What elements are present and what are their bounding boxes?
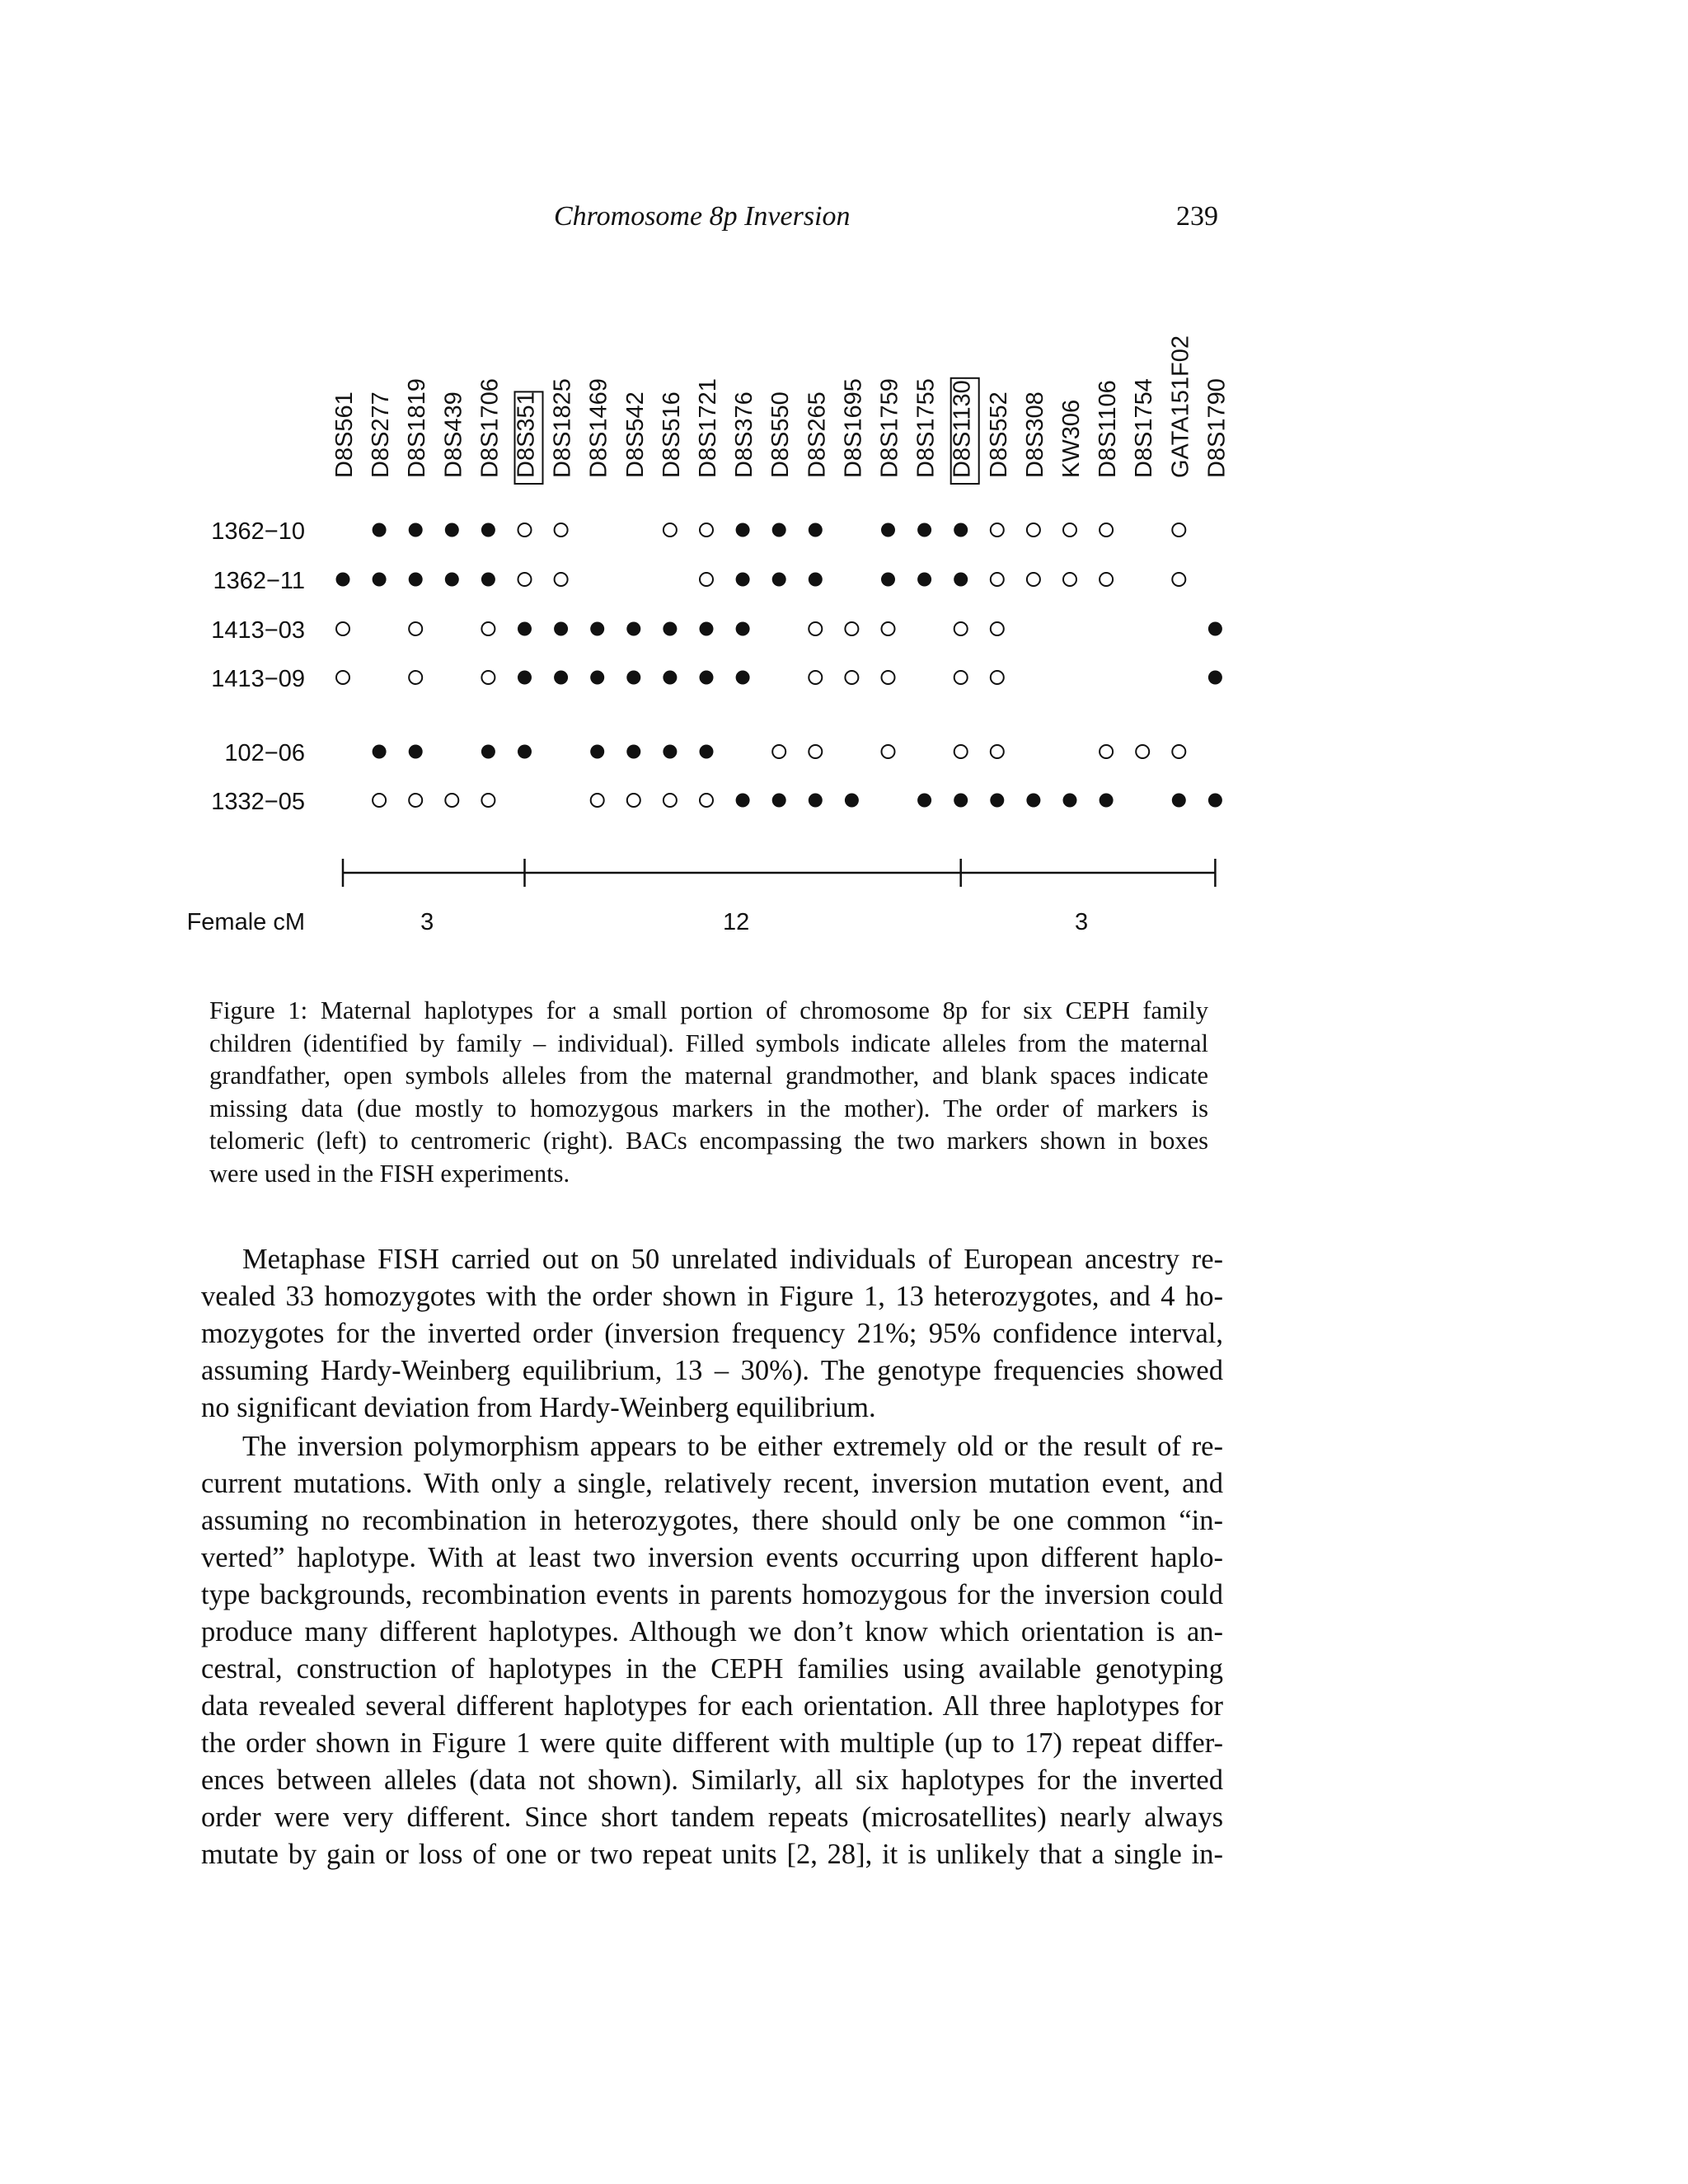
open-allele-symbol <box>1172 573 1185 586</box>
open-allele-symbol <box>700 523 713 537</box>
open-allele-symbol <box>809 622 822 635</box>
filled-allele-symbol <box>1208 671 1222 685</box>
marker-label: D8S1754 <box>1131 378 1158 478</box>
marker-label: D8S265 <box>804 391 831 478</box>
caption-line: Figure 1: Maternal haplotypes for a small portion of chromosome 8p for six CEPH family <box>209 996 1208 1024</box>
filled-allele-symbol <box>772 794 786 808</box>
open-allele-symbol <box>700 573 713 586</box>
filled-allele-symbol <box>373 745 387 759</box>
open-allele-symbol <box>1172 523 1185 537</box>
open-allele-symbol <box>445 794 458 807</box>
scale-segment-label: 3 <box>1074 909 1089 935</box>
marker-label: D8S1695 <box>840 378 867 478</box>
open-allele-symbol <box>481 794 495 807</box>
scale-segment-label: 3 <box>420 909 434 935</box>
filled-allele-symbol <box>809 794 823 808</box>
open-allele-symbol <box>627 794 640 807</box>
open-allele-symbol <box>991 523 1004 537</box>
marker-label: D8S1825 <box>549 378 576 478</box>
filled-allele-symbol <box>518 745 532 759</box>
filled-allele-symbol <box>881 573 895 587</box>
filled-allele-symbol <box>626 745 640 759</box>
body-line: assuming no recombination in heterozygotes, there should only be one common “in- <box>201 1505 1223 1536</box>
filled-allele-symbol <box>736 794 750 808</box>
open-allele-symbol <box>555 523 568 537</box>
open-allele-symbol <box>845 622 858 635</box>
marker-label: D8S1706 <box>476 378 504 478</box>
open-allele-symbol <box>991 671 1004 684</box>
open-allele-symbol <box>991 573 1004 586</box>
body-line: assuming Hardy-Weinberg equilibrium, 13 – 30%). The genotype frequencies showed <box>201 1355 1223 1386</box>
open-allele-symbol <box>1063 523 1076 537</box>
filled-allele-symbol <box>1208 622 1222 636</box>
open-allele-symbol <box>518 573 532 586</box>
filled-allele-symbol <box>809 573 823 587</box>
open-allele-symbol <box>845 671 858 684</box>
open-allele-symbol <box>809 671 822 684</box>
open-allele-symbol <box>663 523 677 537</box>
open-allele-symbol <box>591 794 604 807</box>
filled-allele-symbol <box>736 671 750 685</box>
filled-allele-symbol <box>736 573 750 587</box>
open-allele-symbol <box>809 745 822 758</box>
open-allele-symbol <box>336 671 349 684</box>
filled-allele-symbol <box>663 671 677 685</box>
filled-allele-symbol <box>336 573 350 587</box>
marker-label: D8S351 <box>513 391 540 478</box>
filled-allele-symbol <box>700 671 714 685</box>
open-allele-symbol <box>481 671 495 684</box>
open-allele-symbol <box>555 573 568 586</box>
filled-allele-symbol <box>409 745 423 759</box>
marker-label: D8S439 <box>440 391 467 478</box>
marker-label: D8S1755 <box>912 378 940 478</box>
marker-label: D8S561 <box>331 391 358 478</box>
marker-label: D8S1469 <box>585 378 612 478</box>
filled-allele-symbol <box>626 622 640 636</box>
open-allele-symbol <box>954 745 968 758</box>
filled-allele-symbol <box>1026 794 1040 808</box>
marker-label: D8S1106 <box>1095 380 1122 478</box>
open-allele-symbol <box>1100 573 1113 586</box>
marker-label: D8S1721 <box>695 378 721 478</box>
body-line: The inversion polymorphism appears to be either extremely old or the result of re- <box>242 1431 1223 1462</box>
body-line: cestral, construction of haplotypes in the CEPH families using available genotyping <box>201 1653 1223 1685</box>
filled-allele-symbol <box>1063 794 1077 808</box>
body-paragraph <box>201 1241 1223 1427</box>
open-allele-symbol <box>1136 745 1149 758</box>
row-label: 1362−11 <box>213 568 305 594</box>
marker-label: D8S516 <box>658 391 685 478</box>
open-allele-symbol <box>1100 523 1113 537</box>
marker-label: D8S1790 <box>1203 378 1231 478</box>
open-allele-symbol <box>373 794 386 807</box>
body-line: the order shown in Figure 1 were quite different with multiple (up to 17) repeat differ- <box>201 1727 1223 1759</box>
filled-allele-symbol <box>518 622 532 636</box>
figure-caption <box>209 995 1208 1191</box>
marker-label: D8S277 <box>368 391 395 478</box>
body-line: order were very different. Since short tandem repeats (microsatellites) nearly always <box>201 1802 1223 1833</box>
filled-allele-symbol <box>736 523 750 537</box>
page-number: 239 <box>1176 201 1218 232</box>
caption-line: were used in the FISH experiments. <box>209 1159 570 1188</box>
scale-label: Female cM <box>186 909 305 935</box>
filled-allele-symbol <box>663 622 677 636</box>
open-allele-symbol <box>1063 573 1076 586</box>
body-line: mozygotes for the inverted order (inversion frequency 21%; 95% confidence interval, <box>201 1318 1223 1349</box>
filled-allele-symbol <box>481 523 495 537</box>
open-allele-symbol <box>663 794 677 807</box>
filled-allele-symbol <box>590 622 604 636</box>
row-label: 102−06 <box>224 740 305 766</box>
body-line: type backgrounds, recombination events in parents homozygous for the inversion could <box>201 1579 1223 1610</box>
open-allele-symbol <box>1172 745 1185 758</box>
filled-allele-symbol <box>445 573 459 587</box>
open-allele-symbol <box>518 523 532 537</box>
filled-allele-symbol <box>445 523 459 537</box>
caption-line: children (identified by family – individual). Filled symbols indicate alleles from the maternal <box>209 1029 1208 1057</box>
scale-segment-label: 12 <box>722 909 750 935</box>
marker-label: D8S552 <box>985 391 1012 478</box>
filled-allele-symbol <box>590 745 604 759</box>
body-line: vealed 33 homozygotes with the order shown in Figure 1, 13 heterozygotes, and 4 ho- <box>201 1281 1223 1312</box>
filled-allele-symbol <box>1172 794 1186 808</box>
open-allele-symbol <box>336 622 349 635</box>
filled-allele-symbol <box>881 523 895 537</box>
open-allele-symbol <box>1027 523 1040 537</box>
caption-line: missing data (due mostly to homozygous markers in the mother). The order of markers is <box>209 1094 1208 1122</box>
body-line: current mutations. With only a single, relatively recent, inversion mutation event, and <box>201 1468 1223 1499</box>
filled-allele-symbol <box>1100 794 1114 808</box>
open-allele-symbol <box>772 745 785 758</box>
filled-allele-symbol <box>954 794 968 808</box>
open-allele-symbol <box>409 622 422 635</box>
marker-label: D8S308 <box>1021 391 1048 478</box>
body-line: verted” haplotype. With at least two inversion events occurring upon different haplo- <box>201 1542 1223 1573</box>
filled-allele-symbol <box>700 745 714 759</box>
marker-label: GATA151F02 <box>1167 335 1194 478</box>
filled-allele-symbol <box>917 523 931 537</box>
open-allele-symbol <box>409 671 422 684</box>
open-allele-symbol <box>700 794 713 807</box>
filled-allele-symbol <box>663 745 677 759</box>
filled-allele-symbol <box>554 671 568 685</box>
filled-allele-symbol <box>590 671 604 685</box>
open-allele-symbol <box>481 622 495 635</box>
filled-allele-symbol <box>481 745 495 759</box>
open-allele-symbol <box>991 745 1004 758</box>
row-label: 1332−05 <box>211 789 305 815</box>
body-line: data revealed several different haplotypes for each orientation. All three haplotypes for <box>201 1690 1223 1722</box>
open-allele-symbol <box>954 671 968 684</box>
open-allele-symbol <box>882 622 895 635</box>
marker-label: KW306 <box>1058 399 1085 478</box>
marker-label: D8S1130 <box>949 380 976 478</box>
running-title: Chromosome 8p Inversion <box>554 201 851 232</box>
filled-allele-symbol <box>554 622 568 636</box>
filled-allele-symbol <box>1208 794 1222 808</box>
filled-allele-symbol <box>772 523 786 537</box>
marker-label: D8S542 <box>621 391 649 478</box>
marker-label: D8S1819 <box>404 378 431 478</box>
haplotype-figure <box>0 0 1688 972</box>
filled-allele-symbol <box>700 622 714 636</box>
marker-label: D8S1759 <box>876 378 903 478</box>
filled-allele-symbol <box>409 523 423 537</box>
filled-allele-symbol <box>736 622 750 636</box>
filled-allele-symbol <box>518 671 532 685</box>
marker-label: D8S550 <box>767 391 795 478</box>
filled-allele-symbol <box>626 671 640 685</box>
open-allele-symbol <box>409 794 422 807</box>
open-allele-symbol <box>1100 745 1113 758</box>
filled-allele-symbol <box>954 523 968 537</box>
filled-allele-symbol <box>917 573 931 587</box>
filled-allele-symbol <box>809 523 823 537</box>
body-paragraph <box>201 1428 1223 1873</box>
filled-allele-symbol <box>373 523 387 537</box>
caption-line: telomeric (left) to centromeric (right). BACs encompassing the two markers shown in boxes <box>209 1127 1208 1155</box>
open-allele-symbol <box>882 745 895 758</box>
marker-label: D8S376 <box>731 391 758 478</box>
body-line: produce many different haplotypes. Although we don’t know which orientation is an- <box>201 1616 1223 1647</box>
body-text <box>201 1241 1223 1875</box>
row-label: 1413−09 <box>211 666 305 692</box>
filled-allele-symbol <box>373 573 387 587</box>
filled-allele-symbol <box>954 573 968 587</box>
body-line: ences between alleles (data not shown). Similarly, all six haplotypes for the inverted <box>201 1765 1223 1796</box>
open-allele-symbol <box>882 671 895 684</box>
body-line: no significant deviation from Hardy-Weinberg equilibrium. <box>201 1392 876 1423</box>
row-label: 1413−03 <box>211 617 305 644</box>
open-allele-symbol <box>991 622 1004 635</box>
row-label: 1362−10 <box>211 518 305 545</box>
open-allele-symbol <box>1027 573 1040 586</box>
body-line: mutate by gain or loss of one or two repeat units [2, 28], it is unlikely that a single in- <box>201 1839 1223 1870</box>
body-line: Metaphase FISH carried out on 50 unrelated individuals of European ancestry re- <box>242 1244 1223 1275</box>
filled-allele-symbol <box>917 794 931 808</box>
filled-allele-symbol <box>845 794 859 808</box>
filled-allele-symbol <box>481 573 495 587</box>
filled-allele-symbol <box>409 573 423 587</box>
filled-allele-symbol <box>772 573 786 587</box>
filled-allele-symbol <box>990 794 1004 808</box>
caption-line: grandfather, open symbols alleles from the maternal grandmother, and blank spaces indicate <box>209 1062 1208 1090</box>
open-allele-symbol <box>954 622 968 635</box>
